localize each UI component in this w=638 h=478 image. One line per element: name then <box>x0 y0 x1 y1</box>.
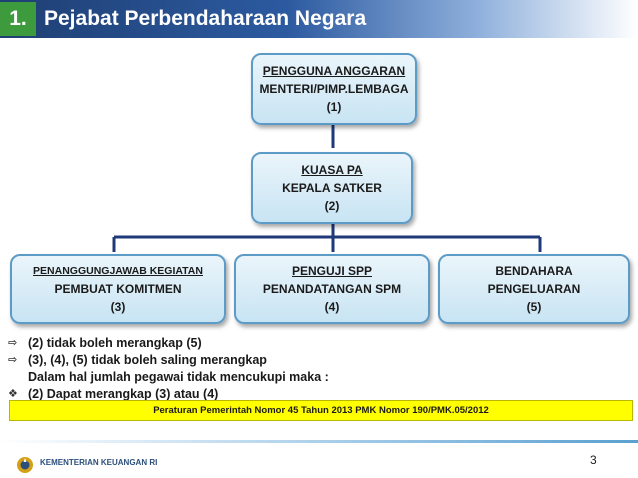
box-2-line2: KEPALA SATKER <box>282 181 382 195</box>
ministry-logo-icon <box>16 456 34 474</box>
diamond-icon: ❖ <box>8 388 18 400</box>
arrow-icon: ⇨ <box>8 337 18 349</box>
box-5-line2: PENGELUARAN <box>487 282 581 296</box>
note-item <box>8 351 329 368</box>
box-4-line1: PENGUJI SPP <box>291 264 373 278</box>
note-text: (2) Dapat merangkap (3) atau (4) <box>28 386 219 401</box>
section-number: 1. <box>0 2 36 36</box>
note-text: (2) tidak boleh merangkap (5) <box>28 335 202 350</box>
box-pengguna-anggaran <box>251 53 417 125</box>
box-5-line1: BENDAHARA <box>495 264 573 278</box>
box-4-line3: (4) <box>324 300 340 314</box>
regulation-banner: Peraturan Pemerintah Nomor 45 Tahun 2013 PMK Nomor 190/PMK.05/2012 <box>9 400 633 421</box>
footer-stripe <box>0 440 638 443</box>
notes-list <box>8 334 329 402</box>
arrow-icon: ⇨ <box>8 354 18 366</box>
box-bendahara <box>438 254 630 324</box>
note-text: (3), (4), (5) tidak boleh saling merangkap <box>28 352 267 367</box>
box-kuasa-pa <box>251 152 413 224</box>
footer <box>0 440 638 478</box>
box-3-line1: PENANGGUNGJAWAB KEGIATAN <box>33 265 203 277</box>
page-number: 3 <box>590 453 597 467</box>
box-2-line3: (2) <box>324 199 340 213</box>
box-penguji-spp <box>234 254 430 324</box>
box-3-line3: (3) <box>110 300 126 314</box>
box-1-line2: MENTERI/PIMP.LEMBAGA <box>259 82 409 96</box>
box-4-line2: PENANDATANGAN SPM <box>262 282 402 296</box>
box-5-line3: (5) <box>526 300 542 314</box>
note-text: Dalam hal jumlah pegawai tidak mencukupi maka : <box>28 369 329 384</box>
note-item <box>8 368 329 385</box>
box-penanggungjawab <box>10 254 226 324</box>
note-item <box>8 334 329 351</box>
box-1-line3: (1) <box>326 100 342 114</box>
box-1-line1: PENGGUNA ANGGARAN <box>262 64 406 78</box>
box-2-line1: KUASA PA <box>301 163 363 177</box>
box-3-line2: PEMBUAT KOMITMEN <box>54 282 182 296</box>
page-title: Pejabat Perbendaharaan Negara <box>44 7 367 30</box>
footer-org-name: KEMENTERIAN KEUANGAN RI <box>40 458 158 467</box>
